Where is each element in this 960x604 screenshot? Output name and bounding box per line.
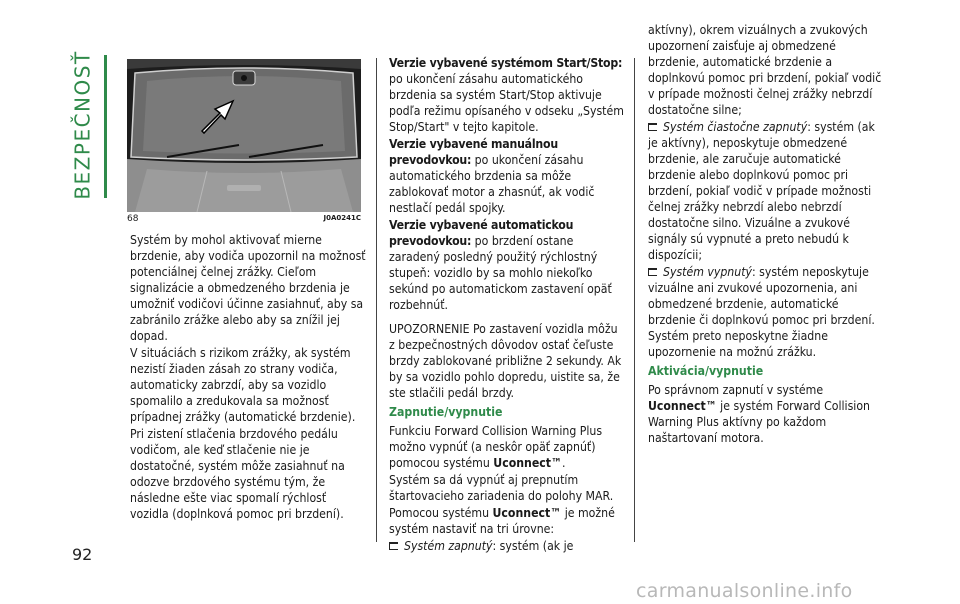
chapter-tab — [68, 50, 98, 200]
checkbox-bullet-icon — [389, 542, 398, 550]
column-2 — [389, 55, 625, 554]
startstop-text: po ukončení zásahu automatického brzdenia sa systém Start/Stop aktivuje podľa režimu opísaného v odseku „Systém Stop/Start" v tejto kapitole. — [389, 72, 624, 134]
paragraph: V situáciách s rizikom zrážky, ak systém nezistí žiaden zásah zo strany vodiča, automaticky zabrzdí, aby sa vozidlo spomalilo a zredukovala sa možnosť prípadnej zrážky (automatické brzdenie). — [130, 346, 356, 424]
watermark: carmanualsonline.info — [636, 580, 853, 602]
column-3 — [648, 22, 886, 446]
paragraph: Systém sa dá vypnúť aj prepnutím štartovacieho zariadenia do polohy MAR. — [389, 473, 614, 503]
option-system-off — [648, 264, 886, 360]
checkbox-bullet-icon — [648, 268, 657, 276]
paragraph: Pri zistení stlačenia brzdového pedálu vodičom, ale keď stlačenie nie je dostatočné, systém môže zasiahnuť na odozve brzdového systému tým, že následne ešte viac spomalí rýchlosť vozidla (doplnková pomoc pri brzdení). — [130, 427, 345, 521]
column-divider-1 — [376, 58, 377, 542]
option-system-on — [389, 538, 625, 554]
checkbox-bullet-icon — [648, 123, 657, 131]
option-text: : systém (ak je aktívny), neposkytuje obmedzené brzdenie, ale zaručuje automatické brzdenie alebo doplnkovú pomoc pri brzdení, pokiaľ vodič v prípade možnosti čelnej zrážky nebrzdí alebo nebrzdí dostatočne silno. Vizuálne a zvukové signály sú vypnuté a preto nebudú k dispozícii; — [648, 120, 875, 262]
text-run: . — [562, 456, 566, 470]
page-number: 92 — [72, 545, 93, 564]
paragraph — [389, 505, 625, 537]
automatic-heading: Verzie vybavené automatickou prevodovkou: — [389, 218, 574, 248]
text-run: je systém Forward Collision Warning Plus aktívny po každom naštartovaní motora. — [648, 399, 871, 445]
column-divider-2 — [634, 58, 635, 542]
figure-code: J0A0241C — [323, 214, 361, 222]
paragraph: aktívny), okrem vizuálnych a zvukových upozornení zaisťuje aj obmedzené brzdenie, automatické brzdenie a doplnkovú pomoc pri brzdení, pokiaľ vodič v prípade možnosti čelnej zrážky nebrzdí dostatočne silne; — [648, 23, 882, 117]
option-partially-on — [648, 119, 886, 263]
windshield-illustration — [127, 59, 361, 212]
option-text: : systém neposkytuje vizuálne ani zvukové upozornenia, ani obmedzené brzdenie, automatické brzdenie či doplnkovú pomoc pri brzdení. Systém preto neposkytne žiadne upozornenie na možnú zrážku. — [648, 265, 875, 359]
option-label: Systém vypnutý — [663, 265, 752, 279]
chapter-title: BEZPEČNOSŤ — [71, 50, 95, 200]
uconnect-label: Uconnect™ — [493, 456, 562, 470]
paragraph-startstop — [389, 55, 625, 135]
text-run: Funkciu Forward Collision Warning Plus možno vypnúť (a neskôr opäť zapnúť) pomocou systému — [389, 424, 603, 470]
paragraph-manual — [389, 136, 625, 216]
paragraph-automatic — [389, 217, 625, 313]
option-label: Systém zapnutý — [404, 539, 493, 553]
automatic-text: po brzdení ostane zaradený posledný použitý rýchlostný stupeň: vozidlo by sa mohlo niekoľko sekúnd po automatickom zastavení opäť rozbehnúť. — [389, 234, 612, 312]
option-text: : systém (ak je — [492, 539, 574, 553]
uconnect-label: Uconnect™ — [648, 399, 717, 413]
paragraph — [389, 423, 625, 471]
option-label: Systém čiastočne zapnutý — [663, 120, 808, 134]
chapter-rule — [104, 55, 107, 198]
paragraph — [648, 382, 886, 446]
manual-text: po ukončení zásahu automatického brzdenia sa môže zablokovať motor a zhasnúť, ak vodič nestlačí pedál spojky. — [389, 153, 595, 215]
warning-note: UPOZORNENIE Po zastavení vozidla môžu z bezpečnostných dôvodov ostať čeľuste brzdy zablokované približne 2 sekundy. Ak by sa vozidlo pohlo dopredu, uistite sa, že ste stlačili pedál brzdy. — [389, 322, 622, 400]
section-heading-activation: Aktivácia/vypnutie — [648, 364, 764, 378]
text-run: je možné systém nastaviť na tri úrovne: — [389, 506, 615, 536]
manual-heading: Verzie vybavené manuálnou prevodovkou: — [389, 137, 558, 167]
paragraph: Systém by mohol aktivovať mierne brzdenie, aby vodiča upozornil na možnosť potenciálnej čelnej zrážky. Cieľom signalizácie a obmedzeného brzdenia je umožniť vodičovi účinne zasiahnuť, aby sa zabránilo zrážke alebo aby sa znížil jej dopad. — [130, 233, 366, 343]
figure-windshield-camera — [127, 59, 361, 212]
startstop-heading: Verzie vybavené systémom Start/Stop: — [389, 56, 623, 70]
text-run: Pomocou systému — [389, 506, 493, 520]
figure-number: 68 — [127, 214, 139, 224]
uconnect-label: Uconnect™ — [492, 506, 562, 520]
figure-caption — [127, 214, 361, 226]
text-run: Po správnom zapnutí v systéme — [648, 383, 824, 397]
column-1 — [130, 232, 366, 522]
section-heading-onoff: Zapnutie/vypnutie — [389, 405, 503, 419]
